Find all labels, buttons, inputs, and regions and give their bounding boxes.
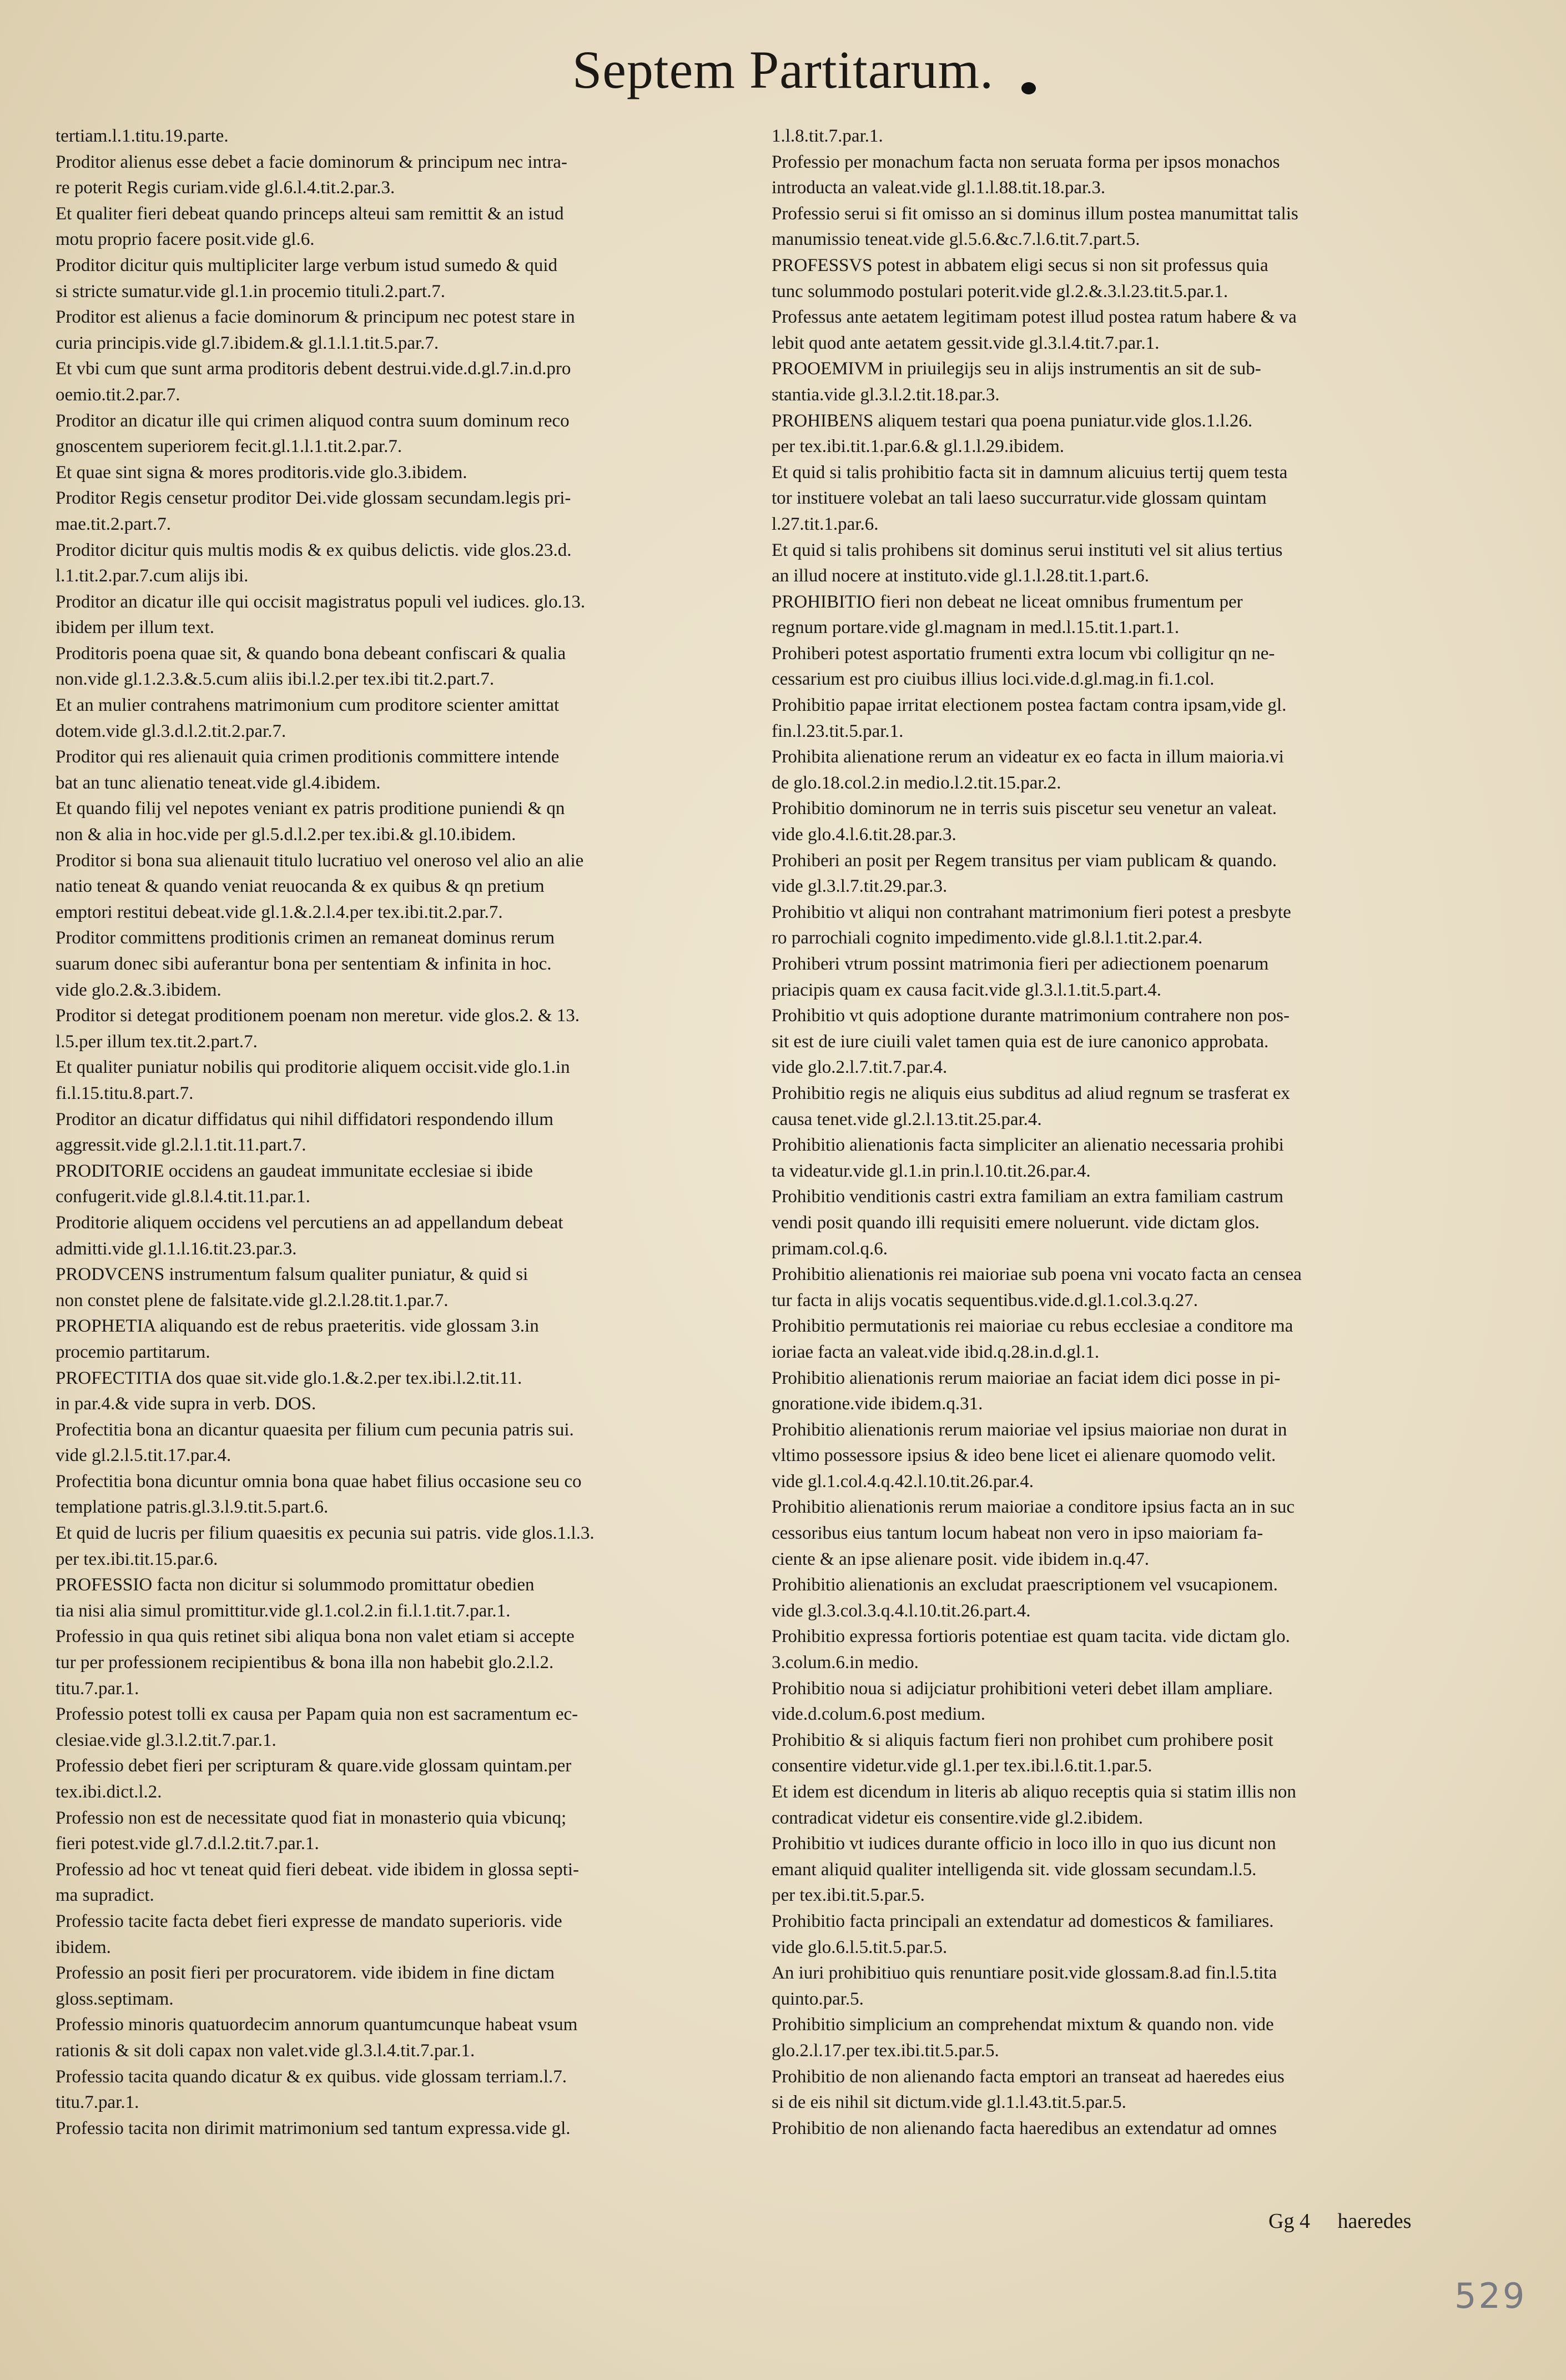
text-line: de glo.18.col.2.in medio.l.2.tit.15.par.2. bbox=[772, 772, 1061, 793]
text-line: PROOEMIVM in priuilegijs seu in alijs instrumentis an sit de sub- bbox=[772, 359, 1261, 379]
signature-mark: Gg 4 bbox=[1268, 2210, 1310, 2233]
text-line: procemio partitarum. bbox=[56, 1342, 210, 1362]
text-line: cessoribus eius tantum locum habeat non vero in ipso maioriam fa- bbox=[772, 1523, 1263, 1544]
text-line: Prohibitio alienationis an excludat praescriptionem vel vsucapionem. bbox=[772, 1575, 1278, 1595]
text-line: tur per professionem recipientibus & bona illa non habebit glo.2.l.2. bbox=[56, 1653, 554, 1673]
text-line: Prohibitio dominorum ne in terris suis piscetur seu venetur an valeat. bbox=[772, 799, 1277, 819]
text-line: Prohibitio alienationis rerum maioriae an faciat idem dici posse in pi- bbox=[772, 1368, 1281, 1388]
text-line: Prohibitio expressa fortioris potentiae est quam tacita. vide dictam glo. bbox=[772, 1626, 1290, 1647]
text-line: regnum portare.vide gl.magnam in med.l.15.tit.1.part.1. bbox=[772, 617, 1180, 638]
text-line: sit est de iure ciuili valet tamen quia est de iure canonico approbata. bbox=[772, 1031, 1269, 1052]
text-line: vide glo.4.l.6.tit.28.par.3. bbox=[772, 825, 956, 845]
catchword: haeredes bbox=[1337, 2210, 1412, 2233]
text-line: Et an mulier contrahens matrimonium cum proditore scienter amittat bbox=[56, 695, 560, 716]
text-line: Et quid si talis prohibens sit dominus serui instituti vel sit alius tertius bbox=[772, 540, 1283, 560]
text-line: PRODVCENS instrumentum falsum qualiter puniatur, & quid si bbox=[56, 1264, 528, 1285]
text-line: Professio an posit fieri per procuratorem. vide ibidem in fine dictam bbox=[56, 1963, 555, 1984]
text-line: Prohibitio alienationis rerum maioriae a conditore ipsius facta an in suc bbox=[772, 1497, 1295, 1518]
text-line: stantia.vide gl.3.l.2.tit.18.par.3. bbox=[772, 384, 1000, 405]
text-line: curia principis.vide gl.7.ibidem.& gl.1.l.1.tit.5.par.7. bbox=[56, 333, 439, 353]
text-line: Prohibitio regis ne aliquis eius subditus ad aliud regnum se trasferat ex bbox=[772, 1083, 1290, 1103]
text-line: vide.d.colum.6.post medium. bbox=[772, 1704, 985, 1725]
text-line: Proditorie aliquem occidens vel percutiens an ad appellandum debeat bbox=[56, 1212, 563, 1233]
text-line: non.vide gl.1.2.3.&.5.cum aliis ibi.l.2.per tex.ibi tit.2.part.7. bbox=[56, 669, 495, 690]
text-line: PROFESSVS potest in abbatem eligi secus si non sit professus quia bbox=[772, 255, 1268, 275]
text-line: glo.2.l.17.per tex.ibi.tit.5.par.5. bbox=[772, 2040, 999, 2061]
text-line: admitti.vide gl.1.l.16.tit.23.par.3. bbox=[56, 1238, 297, 1259]
text-line: fi.l.15.titu.8.part.7. bbox=[56, 1083, 194, 1103]
text-line: ta videatur.vide gl.1.in prin.l.10.tit.26.par.4. bbox=[772, 1161, 1091, 1181]
text-line: 3.colum.6.in medio. bbox=[772, 1653, 919, 1673]
text-line: Prohibitio de non alienando facta emptori an transeat ad haeredes eius bbox=[772, 2066, 1285, 2087]
text-line: 1.l.8.tit.7.par.1. bbox=[772, 126, 883, 146]
text-line: tur facta in alijs vocatis sequentibus.vide.d.gl.1.col.3.q.27. bbox=[772, 1290, 1199, 1310]
text-line: non & alia in hoc.vide per gl.5.d.l.2.per tex.ibi.& gl.10.ibidem. bbox=[56, 825, 516, 845]
text-line: PROHIBITIO fieri non debeat ne liceat omnibus frumentum per bbox=[772, 591, 1243, 612]
text-line: Et qualiter puniatur nobilis qui proditorie aliquem occisit.vide glo.1.in bbox=[56, 1057, 570, 1078]
text-line: Professio tacita quando dicatur & ex quibus. vide glossam terriam.l.7. bbox=[56, 2066, 567, 2087]
text-line: Prohibitio noua si adijciatur prohibitioni veteri debet illam ampliare. bbox=[772, 1678, 1273, 1699]
text-line: Professio minoris quatuordecim annorum quantumcunque habeat vsum bbox=[56, 2015, 578, 2035]
text-line: an illud nocere at instituto.vide gl.1.l.28.tit.1.part.6. bbox=[772, 566, 1150, 586]
text-line: Prohiberi potest asportatio frumenti extra locum vbi colligitur qn ne- bbox=[772, 643, 1275, 664]
text-line: Prohibitio & si aliquis factum fieri non prohibet cum prohibere posit bbox=[772, 1730, 1273, 1750]
text-line: PRODITORIE occidens an gaudeat immunitate ecclesiae si ibide bbox=[56, 1161, 533, 1181]
text-line: Prohibitio simplicium an comprehendat mixtum & quando non. vide bbox=[772, 2015, 1274, 2035]
left-column bbox=[56, 123, 749, 2228]
text-line: Prohibitio vt iudices durante officio in loco illo in quo ius dicunt non bbox=[772, 1834, 1276, 1854]
text-line: contradicat videtur eis consentire.vide gl.2.ibidem. bbox=[772, 1807, 1143, 1828]
text-line: Proditor an dicatur diffidatus qui nihil diffidatori respondendo illum bbox=[56, 1109, 553, 1129]
right-column bbox=[772, 123, 1466, 2228]
text-line: Prohibitio alienationis rerum maioriae vel ipsius maioriae non durat in bbox=[772, 1419, 1287, 1440]
text-line: vide glo.6.l.5.tit.5.par.5. bbox=[772, 1937, 948, 1957]
text-line: ibidem per illum text. bbox=[56, 617, 214, 638]
text-line: Professio tacite facta debet fieri expresse de mandato superioris. vide bbox=[56, 1911, 562, 1931]
text-line: Proditor si detegat proditionem poenam non meretur. vide glos.2. & 13. bbox=[56, 1006, 580, 1026]
text-line: fin.l.23.tit.5.par.1. bbox=[772, 721, 904, 741]
text-line: bat an tunc alienatio teneat.vide gl.4.ibidem. bbox=[56, 772, 381, 793]
text-line: tia nisi alia simul promittitur.vide gl.1.col.2.in fi.l.1.tit.7.par.1. bbox=[56, 1600, 511, 1621]
text-line: in par.4.& vide supra in verb. DOS. bbox=[56, 1394, 316, 1414]
text-line: emant aliquid qualiter intelligenda sit. vide glossam secundam.l.5. bbox=[772, 1859, 1257, 1880]
text-line: vide gl.3.l.7.tit.29.par.3. bbox=[772, 876, 948, 897]
text-line: mae.tit.2.part.7. bbox=[56, 514, 172, 534]
text-line: cessarium est pro ciuibus illius loci.vide.d.gl.mag.in fi.1.col. bbox=[772, 669, 1215, 690]
text-line: Prohibitio facta principali an extendatur ad domesticos & familiares. bbox=[772, 1911, 1274, 1931]
text-line: motu proprio facere posit.vide gl.6. bbox=[56, 229, 315, 250]
text-line: vide glo.2.l.7.tit.7.par.4. bbox=[772, 1057, 948, 1078]
text-line: Proditor committens proditionis crimen an remaneat dominus rerum bbox=[56, 928, 555, 948]
text-line: l.1.tit.2.par.7.cum alijs ibi. bbox=[56, 566, 249, 586]
text-line: Proditor alienus esse debet a facie dominorum & principum nec intra- bbox=[56, 152, 567, 172]
text-line: causa tenet.vide gl.2.l.13.tit.25.par.4. bbox=[772, 1109, 1042, 1129]
text-line: primam.col.q.6. bbox=[772, 1238, 888, 1259]
text-line: dotem.vide gl.3.d.l.2.tit.2.par.7. bbox=[56, 721, 286, 741]
text-line: re poterit Regis curiam.vide gl.6.l.4.tit.2.par.3. bbox=[56, 178, 395, 198]
text-line: manumissio teneat.vide gl.5.6.&c.7.l.6.tit.7.part.5. bbox=[772, 229, 1140, 250]
page-title: Septem Partitarum. bbox=[572, 40, 994, 99]
text-line: Professus ante aetatem legitimam potest illud postea ratum habere & va bbox=[772, 307, 1297, 328]
text-line: An iuri prohibitiuo quis renuntiare posit.vide glossam.8.ad fin.l.5.tita bbox=[772, 1963, 1277, 1984]
text-line: Prohibitio permutationis rei maioriae cu rebus ecclesiae a conditore ma bbox=[772, 1316, 1293, 1337]
text-line: Professio tacita non dirimit matrimonium sed tantum expressa.vide gl. bbox=[56, 2118, 571, 2138]
text-line: Proditor qui res alienauit quia crimen proditionis committere intende bbox=[56, 747, 560, 767]
text-line: fieri potest.vide gl.7.d.l.2.tit.7.par.1. bbox=[56, 1834, 319, 1854]
text-line: ibidem. bbox=[56, 1937, 111, 1957]
text-line: Professio serui si fit omisso an si dominus illum postea manumittat talis bbox=[772, 203, 1298, 224]
text-line: oemio.tit.2.par.7. bbox=[56, 384, 180, 405]
text-line: PROPHETIA aliquando est de rebus praeteritis. vide glossam 3.in bbox=[56, 1316, 539, 1337]
text-line: Prohiberi an posit per Regem transitus per viam publicam & quando. bbox=[772, 850, 1277, 871]
text-line: tunc solummodo postulari poterit.vide gl.2.&.3.l.23.tit.5.par.1. bbox=[772, 281, 1228, 302]
text-line: Professio ad hoc vt teneat quid fieri debeat. vide ibidem in glossa septi- bbox=[56, 1859, 580, 1880]
text-line: Et quando filij vel nepotes veniant ex patris proditione puniendi & qn bbox=[56, 799, 565, 819]
text-line: titu.7.par.1. bbox=[56, 2092, 139, 2113]
text-line: titu.7.par.1. bbox=[56, 1678, 139, 1699]
text-line: Prohibitio alienationis facta simpliciter an alienatio necessaria prohibi bbox=[772, 1135, 1284, 1156]
text-line: consentire videtur.vide gl.1.per tex.ibi.l.6.tit.1.par.5. bbox=[772, 1756, 1152, 1776]
text-line: l.5.per illum tex.tit.2.part.7. bbox=[56, 1031, 258, 1052]
text-line: vltimo possessore ipsius & ideo bene licet ei alienare quomodo velit. bbox=[772, 1445, 1276, 1466]
text-line: ro parrochiali cognito impedimento.vide gl.8.l.1.tit.2.par.4. bbox=[772, 928, 1203, 948]
text-line: Et quae sint signa & mores proditoris.vide glo.3.ibidem. bbox=[56, 462, 467, 483]
text-line: Proditor dicitur quis multipliciter large verbum istud sumedo & quid bbox=[56, 255, 558, 275]
text-line: Proditor an dicatur ille qui crimen aliquod contra suum dominum reco bbox=[56, 410, 570, 431]
text-line: ciente & an ipse alienare posit. vide ibidem in.q.47. bbox=[772, 1549, 1149, 1569]
text-line: per tex.ibi.tit.1.par.6.& gl.1.l.29.ibidem. bbox=[772, 436, 1065, 457]
text-line: Et vbi cum que sunt arma proditoris debent destrui.vide.d.gl.7.in.d.pro bbox=[56, 359, 571, 379]
text-line: l.27.tit.1.par.6. bbox=[772, 514, 879, 534]
text-line: gnoscentem superiorem fecit.gl.1.l.1.tit.2.par.7. bbox=[56, 436, 402, 457]
text-line: Prohibitio vt aliqui non contrahant matrimonium fieri potest a presbyte bbox=[772, 902, 1291, 922]
text-line: Prohibitio alienationis rei maioriae sub poena vni vocato facta an censea bbox=[772, 1264, 1302, 1285]
text-line: lebit quod ante aetatem gessit.vide gl.3.l.4.tit.7.par.1. bbox=[772, 333, 1160, 353]
text-line: Prohibita alienatione rerum an videatur ex eo facta in illum maioria.vi bbox=[772, 747, 1284, 767]
text-line: vide gl.2.l.5.tit.17.par.4. bbox=[56, 1445, 231, 1466]
text-line: PROFESSIO facta non dicitur si solummodo promittatur obedien bbox=[56, 1575, 535, 1595]
text-line: Prohibitio venditionis castri extra familiam an extra familiam castrum bbox=[772, 1187, 1283, 1207]
text-line: tex.ibi.dict.l.2. bbox=[56, 1782, 162, 1802]
text-line: per tex.ibi.tit.5.par.5. bbox=[772, 1885, 925, 1906]
text-line: suarum donec sibi auferantur bona per sententiam & infinita in hoc. bbox=[56, 954, 552, 974]
text-line: introducta an valeat.vide gl.1.l.88.tit.18.par.3. bbox=[772, 178, 1106, 198]
page-footer bbox=[1268, 2209, 1502, 2242]
text-line: gnoratione.vide ibidem.q.31. bbox=[772, 1394, 983, 1414]
text-line: templatione patris.gl.3.l.9.tit.5.part.6. bbox=[56, 1497, 329, 1518]
text-line: si stricte sumatur.vide gl.1.in procemio tituli.2.part.7. bbox=[56, 281, 446, 302]
text-line: Et quid si talis prohibitio facta sit in damnum alicuius tertij quem testa bbox=[772, 462, 1288, 483]
text-line: vendi posit quando illi requisiti emere noluerunt. vide dictam glos. bbox=[772, 1212, 1260, 1233]
text-line: vide glo.2.&.3.ibidem. bbox=[56, 980, 221, 1000]
text-line: non constet plene de falsitate.vide gl.2.l.28.tit.1.par.7. bbox=[56, 1290, 449, 1310]
text-line: Proditor est alienus a facie dominorum & principum nec potest stare in bbox=[56, 307, 575, 328]
text-line: Prohibitio vt quis adoptione durante matrimonium contrahere non pos- bbox=[772, 1006, 1290, 1026]
text-line: Proditor an dicatur ille qui occisit magistratus populi vel iudices. glo.13. bbox=[56, 591, 586, 612]
pencil-page-number: 529 bbox=[1454, 2276, 1527, 2316]
text-line: Proditor dicitur quis multis modis & ex quibus delictis. vide glos.23.d. bbox=[56, 540, 572, 560]
text-line: Et qualiter fieri debeat quando princeps alteui sam remittit & an istud bbox=[56, 203, 564, 224]
text-line: tor instituere volebat an tali laeso succurratur.vide glossam quintam bbox=[772, 488, 1267, 509]
text-line: PROHIBENS aliquem testari qua poena puniatur.vide glos.1.l.26. bbox=[772, 410, 1253, 431]
text-line: Proditor si bona sua alienauit titulo lucratiuo vel oneroso vel alio an alie bbox=[56, 850, 584, 871]
ink-spot bbox=[1021, 82, 1036, 94]
text-line: Prohibitio papae irritat electionem postea factam contra ipsam,vide gl. bbox=[772, 695, 1287, 716]
text-line: ioriae facta an valeat.vide ibid.q.28.in.d.gl.1. bbox=[772, 1342, 1100, 1362]
text-line: confugerit.vide gl.8.l.4.tit.11.par.1. bbox=[56, 1187, 310, 1207]
text-line: Prohiberi vtrum possint matrimonia fieri per adiectionem poenarum bbox=[772, 954, 1269, 974]
text-line: tertiam.l.1.titu.19.parte. bbox=[56, 126, 229, 146]
text-line: per tex.ibi.tit.15.par.6. bbox=[56, 1549, 218, 1569]
text-line: priacipis quam ex causa facit.vide gl.3.l.1.tit.5.part.4. bbox=[772, 980, 1161, 1000]
text-line: Professio potest tolli ex causa per Papam quia non est sacramentum ec- bbox=[56, 1704, 578, 1725]
text-line: quinto.par.5. bbox=[772, 1989, 864, 2009]
text-line: si de eis nihil sit dictum.vide gl.1.l.43.tit.5.par.5. bbox=[772, 2092, 1126, 2113]
text-line: emptori restitui debeat.vide gl.1.&.2.l.4.per tex.ibi.tit.2.par.7. bbox=[56, 902, 503, 922]
text-line: Professio non est de necessitate quod fiat in monasterio quia vbicunq; bbox=[56, 1807, 567, 1828]
text-line: Proditoris poena quae sit, & quando bona debeant confiscari & qualia bbox=[56, 643, 566, 664]
text-line: Profectitia bona an dicantur quaesita per filium cum pecunia patris sui. bbox=[56, 1419, 574, 1440]
text-line: Prohibitio de non alienando facta haeredibus an extendatur ad omnes bbox=[772, 2118, 1277, 2138]
text-line: Professio debet fieri per scripturam & quare.vide glossam quintam.per bbox=[56, 1756, 572, 1776]
text-line: vide gl.1.col.4.q.42.l.10.tit.26.par.4. bbox=[772, 1471, 1034, 1492]
text-line: ma supradict. bbox=[56, 1885, 154, 1906]
text-line: Professio in qua quis retinet sibi aliqua bona non valet etiam si accepte bbox=[56, 1626, 575, 1647]
text-line: clesiae.vide gl.3.l.2.tit.7.par.1. bbox=[56, 1730, 276, 1750]
text-line: natio teneat & quando veniat reuocanda & ex quibus & qn pretium bbox=[56, 876, 545, 897]
text-line: vide gl.3.col.3.q.4.l.10.tit.26.part.4. bbox=[772, 1600, 1031, 1621]
text-line: Et idem est dicendum in literis ab aliquo receptis quia si statim illis non bbox=[772, 1782, 1296, 1802]
text-line: PROFECTITIA dos quae sit.vide glo.1.&.2.per tex.ibi.l.2.tit.11. bbox=[56, 1368, 522, 1388]
text-line: rationis & sit doli capax non valet.vide gl.3.l.4.tit.7.par.1. bbox=[56, 2040, 475, 2061]
text-line: aggressit.vide gl.2.l.1.tit.11.part.7. bbox=[56, 1135, 306, 1156]
text-line: Professio per monachum facta non seruata forma per ipsos monachos bbox=[772, 152, 1280, 172]
text-line: Profectitia bona dicuntur omnia bona quae habet filius occasione seu co bbox=[56, 1471, 582, 1492]
text-line: Et quid de lucris per filium quaesitis ex pecunia sui patris. vide glos.1.l.3. bbox=[56, 1523, 595, 1544]
text-line: gloss.septimam. bbox=[56, 1989, 174, 2009]
text-line: Proditor Regis censetur proditor Dei.vide glossam secundam.legis pri- bbox=[56, 488, 571, 509]
